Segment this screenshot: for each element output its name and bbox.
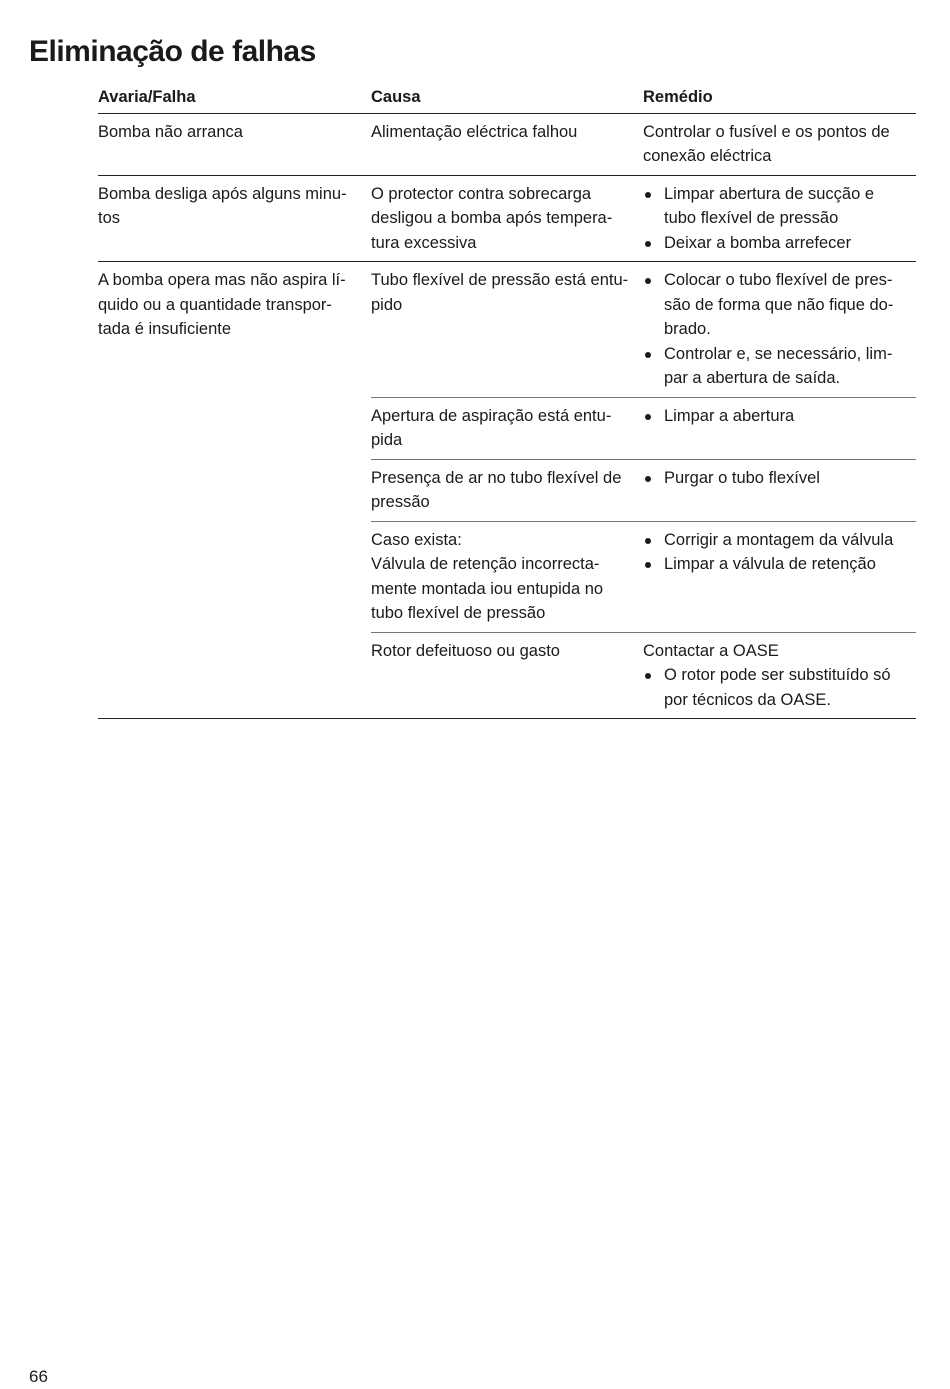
fault-cell: A bomba opera mas não aspira lí-quido ou a quantidade transpor-tada é insuficiente — [98, 271, 346, 338]
remedy-item: Purgar o tubo flexível — [643, 466, 906, 491]
column-header-remedy: Remédio — [643, 88, 713, 106]
fault-cell: Bomba não arranca — [98, 122, 243, 141]
table-sub-row — [371, 460, 916, 522]
remedy-cell — [643, 398, 916, 459]
cause-cell: O protector contra sobrecarga desligou a bomba após tempera-tura excessiva — [371, 184, 613, 252]
remedy-cell — [643, 522, 916, 632]
column-header-fault: Avaria/Falha — [98, 88, 196, 106]
remedy-item: Deixar a bomba arrefecer — [643, 231, 906, 256]
page-title: Eliminação de falhas — [29, 35, 316, 68]
table-sub-row — [371, 633, 916, 719]
troubleshooting-table — [98, 82, 916, 719]
remedy-cell — [643, 176, 916, 262]
remedy-item: Colocar o tubo flexível de pres-são de forma que não fique do-brado. — [643, 268, 906, 342]
remedy-list — [643, 663, 906, 712]
remedy-list — [643, 528, 906, 577]
remedy-cell — [643, 460, 916, 521]
remedy-list — [643, 404, 906, 429]
remedy-list — [643, 268, 906, 391]
remedy-item: Limpar a abertura — [643, 404, 906, 429]
cause-cell: Rotor defeituoso ou gasto — [371, 641, 560, 660]
cause-line: Caso exista: — [371, 530, 462, 549]
column-header-cause: Causa — [371, 88, 421, 106]
table-row-group — [98, 262, 916, 719]
cause-cell: Tubo flexível de pressão está entu-pido — [371, 271, 629, 314]
cause-line: Válvula de retenção incorrecta-mente montada iou entupida no tubo flexível de pressão — [371, 555, 604, 622]
sub-rows — [371, 262, 916, 718]
table-row — [98, 114, 916, 176]
page-number: 66 — [29, 1367, 48, 1386]
remedy-item: Limpar a válvula de retenção — [643, 552, 906, 577]
table-sub-row — [371, 262, 916, 398]
remedy-cell: Controlar o fusível e os pontos de conexão eléctrica — [643, 122, 890, 165]
table-sub-row — [371, 398, 916, 460]
table-row — [98, 176, 916, 263]
remedy-list — [643, 182, 906, 256]
cause-cell: Apertura de aspiração está entu-pida — [371, 406, 612, 449]
remedy-item: Controlar e, se necessário, lim-par a abertura de saída. — [643, 342, 906, 391]
cause-cell: Alimentação eléctrica falhou — [371, 122, 578, 141]
remedy-item: O rotor pode ser substituído só por técnicos da OASE. — [643, 663, 906, 712]
table-sub-row — [371, 522, 916, 633]
remedy-item: Limpar abertura de sucção e tubo flexível de pressão — [643, 182, 906, 231]
cause-cell — [371, 522, 643, 632]
table-header — [98, 82, 916, 114]
cause-cell: Presença de ar no tubo flexível de pressão — [371, 468, 622, 511]
remedy-cell — [643, 633, 916, 719]
remedy-cell — [643, 262, 916, 397]
remedy-item: Corrigir a montagem da válvula — [643, 528, 906, 553]
remedy-intro: Contactar a OASE — [643, 641, 779, 660]
remedy-list — [643, 466, 906, 491]
fault-cell: Bomba desliga após alguns minu-tos — [98, 184, 347, 227]
